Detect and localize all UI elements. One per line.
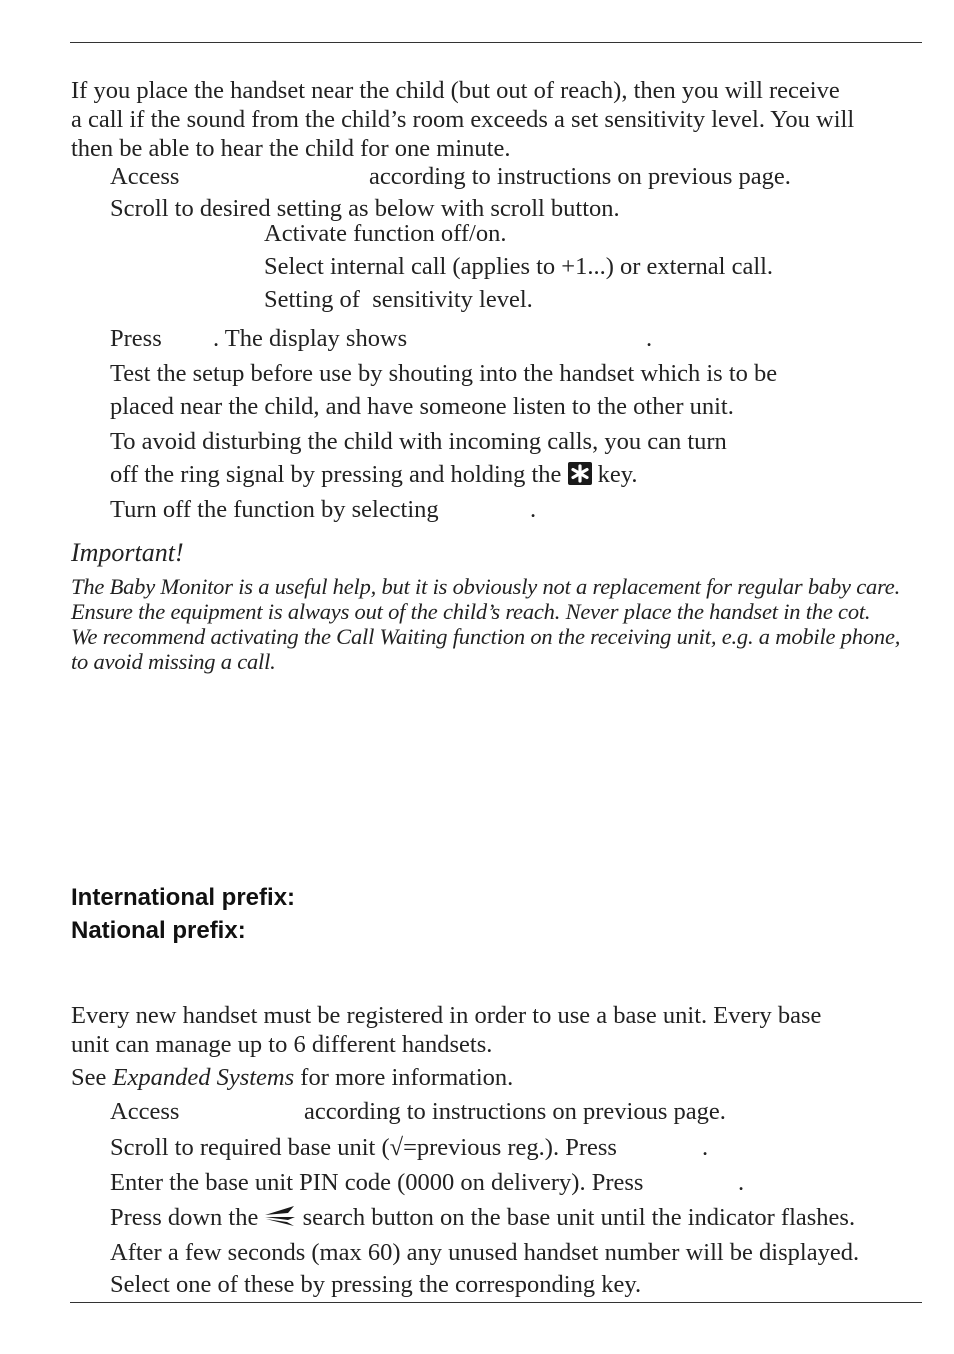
see-lead: See bbox=[71, 1064, 107, 1091]
scroll-instruction: Scroll to desired setting as below with scroll button. bbox=[110, 195, 620, 222]
search-button-icon bbox=[264, 1204, 296, 1235]
reg-after-line-1: After a few seconds (max 60) any unused handset number will be displayed. bbox=[110, 1239, 860, 1266]
important-line-2: Ensure the equipment is always out of the child’s reach. Never place the handset in the cot. bbox=[71, 599, 871, 624]
important-line-3: We recommend activating the Call Waiting function on the receiving unit, e.g. a mobile phone, bbox=[71, 624, 901, 649]
top-rule bbox=[70, 42, 922, 43]
option-call-type: Select internal call (applies to +1...) or external call. bbox=[264, 253, 774, 280]
press-display-shows: . The display shows bbox=[213, 325, 408, 352]
access-lead: Access bbox=[110, 163, 180, 190]
press-lead: Press bbox=[110, 325, 162, 352]
international-prefix-label: International prefix: bbox=[71, 884, 296, 911]
turn-off-end: . bbox=[530, 496, 537, 523]
test-line-1: Test the setup before use by shouting into the handset which is to be bbox=[110, 360, 778, 387]
expanded-systems-ref: Expanded Systems bbox=[112, 1064, 295, 1091]
intro-line-3: then be able to hear the child for one minute. bbox=[71, 135, 511, 162]
intro-line-1: If you place the handset near the child (but out of reach), then you will receive bbox=[71, 77, 840, 104]
important-title: Important! bbox=[71, 538, 184, 567]
important-line-4: to avoid missing a call. bbox=[71, 649, 276, 674]
registration-intro-2: unit can manage up to 6 different handsets. bbox=[71, 1031, 493, 1058]
bottom-rule bbox=[70, 1302, 922, 1303]
avoid-line-1: To avoid disturbing the child with incoming calls, you can turn bbox=[110, 428, 727, 455]
reg-search-line bbox=[110, 1203, 855, 1235]
reg-scroll: Scroll to required base unit (√=previous reg.). Press bbox=[110, 1134, 617, 1161]
registration-intro-1: Every new handset must be registered in order to use a base unit. Every base bbox=[71, 1002, 822, 1029]
intro-line-2: a call if the sound from the child’s room exceeds a set sensitivity level. You will bbox=[71, 106, 855, 133]
reg-search-after: search button on the base unit until the indicator flashes. bbox=[302, 1204, 856, 1231]
reg-search-before: Press down the bbox=[110, 1204, 259, 1231]
see-rest: for more information. bbox=[300, 1064, 514, 1091]
option-activate: Activate function off/on. bbox=[264, 220, 507, 247]
option-sensitivity: Setting of sensitivity level. bbox=[264, 286, 533, 313]
avoid-line-2-after: key. bbox=[597, 461, 638, 488]
reg-after-line-2: Select one of these by pressing the corresponding key. bbox=[110, 1271, 642, 1298]
reg-scroll-end: . bbox=[702, 1134, 709, 1161]
turn-off-lead: Turn off the function by selecting bbox=[110, 496, 439, 523]
reg-access-rest: according to instructions on previous page. bbox=[304, 1098, 726, 1125]
important-line-1: The Baby Monitor is a useful help, but it is obviously not a replacement for regular baby care. bbox=[71, 574, 901, 599]
test-line-2: placed near the child, and have someone listen to the other unit. bbox=[110, 393, 734, 420]
reg-pin: Enter the base unit PIN code (0000 on delivery). Press bbox=[110, 1169, 644, 1196]
star-key-icon bbox=[568, 462, 592, 492]
avoid-line-2-before: off the ring signal by pressing and holding the bbox=[110, 461, 562, 488]
avoid-line-2 bbox=[110, 460, 638, 492]
reg-pin-end: . bbox=[738, 1169, 745, 1196]
access-rest: according to instructions on previous page. bbox=[369, 163, 791, 190]
see-expanded-systems bbox=[71, 1063, 513, 1092]
reg-access-lead: Access bbox=[110, 1098, 180, 1125]
national-prefix-label: National prefix: bbox=[71, 917, 246, 944]
press-end: . bbox=[646, 325, 653, 352]
